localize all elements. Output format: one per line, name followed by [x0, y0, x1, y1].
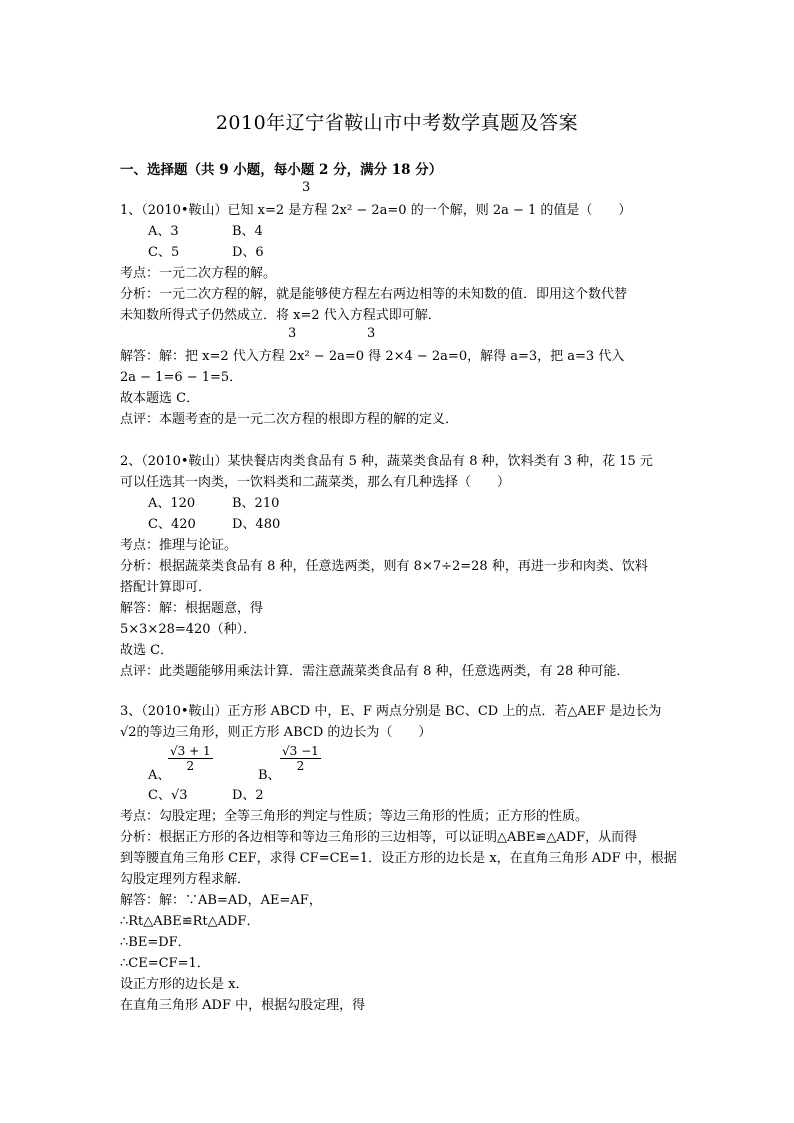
- q2-option-d: D、480: [232, 517, 281, 532]
- q3-option-b-label: B、: [258, 768, 281, 783]
- q1-option-a: A、3: [148, 224, 179, 239]
- section-heading: 一、选择题（共 9 小题，每小题 2 分，满分 18 分）: [120, 162, 443, 178]
- q3-jieda-line1: 解答：解：∵AB=AD，AE=AF，: [120, 893, 322, 908]
- q1-jieda-line2: 2a − 1=6 − 1=5．: [120, 370, 243, 385]
- q2-kaodian: 考点：推理与论证。: [120, 538, 238, 553]
- q3-option-b-fraction: [280, 744, 321, 773]
- q1-jieda-line1: 解答：解：把 x=2 代入方程 2x² − 2a=0 得 2×4 − 2a=0，解得 a=3，把 a=3 代入: [120, 349, 625, 364]
- q2-stem-line2: 可以任选其一肉类，一饮料类和二蔬菜类，那么有几种选择（ ）: [120, 475, 511, 490]
- q2-fenxi-line1: 分析：根据蔬菜类食品有 8 种，任意选两类，则有 8×7÷2=28 种，再进一步和肉类、饮料: [120, 559, 648, 574]
- q1-option-d: D、6: [232, 245, 264, 260]
- q3-jieda-line6: 在直角三角形 ADF 中，根据勾股定理，得: [120, 998, 366, 1013]
- q3-fenxi-line1: 分析：根据正方形的各边相等和等边三角形的三边相等，可以证明△ABE≌△ADF，从而得: [120, 830, 638, 845]
- q1-conclusion: 故本题选 C．: [120, 391, 200, 406]
- q1-option-c: C、5: [148, 245, 180, 260]
- q3-stem-line1: 3、（2010•鞍山）正方形 ABCD 中，E、F 两点分别是 BC、CD 上的点．若△AEF 是边长为: [120, 704, 662, 719]
- q3-option-d: D、2: [232, 788, 264, 803]
- q3-kaodian: 考点：勾股定理；全等三角形的判定与性质；等边三角形的性质；正方形的性质。: [120, 809, 589, 824]
- q3-option-c: C、√3: [148, 788, 188, 803]
- fraction-denominator: 2: [186, 759, 195, 773]
- q1-dianping: 点评：本题考查的是一元二次方程的根即方程的解的定义．: [120, 412, 459, 427]
- q2-option-b: B、210: [232, 496, 280, 511]
- q2-jieda-line1: 解答：解：根据题意，得: [120, 601, 264, 616]
- q3-jieda-line5: 设正方形的边长是 x．: [120, 977, 249, 992]
- fraction-numerator: 3: [367, 326, 376, 341]
- fraction-denominator: 2: [296, 759, 305, 773]
- q1-fenxi-line2: 未知数所得式子仍然成立．将 x=2 代入方程式即可解．: [120, 308, 441, 323]
- q2-jieda-line2: 5×3×28=420（种）．: [120, 622, 257, 637]
- q3-stem-line2: √2的等边三角形，则正方形 ABCD 的边长为（ ）: [120, 725, 432, 740]
- q3-jieda-line4: ∴CE=CF=1．: [120, 956, 210, 971]
- q3-jieda-line3: ∴BE=DF．: [120, 935, 191, 950]
- q2-option-c: C、420: [148, 517, 196, 532]
- q3-option-a-fraction: [168, 744, 213, 773]
- q2-option-a: A、120: [148, 496, 196, 511]
- fraction-numerator: √3 −1: [282, 744, 319, 758]
- q1-stem: 1、（2010•鞍山）已知 x=2 是方程 2x² − 2a=0 的一个解，则 2a − 1 的值是（ ）: [120, 203, 632, 218]
- page-title: 2010年辽宁省鞍山市中考数学真题及答案: [215, 112, 579, 134]
- q1-fenxi-line1: 分析：一元二次方程的解，就是能够使方程左右两边相等的未知数的值．即用这个数代替: [120, 287, 628, 302]
- q1-option-b: B、4: [232, 224, 263, 239]
- q2-conclusion: 故选 C．: [120, 643, 174, 658]
- q2-fenxi-line2: 搭配计算即可．: [120, 580, 212, 595]
- q3-fenxi-line3: 勾股定理列方程求解．: [120, 872, 251, 887]
- q3-option-a-label: A、: [148, 768, 171, 783]
- q1-kaodian: 考点：一元二次方程的解。: [120, 266, 277, 281]
- fraction-numerator: 3: [302, 180, 311, 195]
- q2-stem-line1: 2、（2010•鞍山）某快餐店肉类食品有 5 种，蔬菜类食品有 8 种，饮料类有 3 种，花 15 元: [120, 454, 653, 469]
- fraction-numerator: 3: [288, 326, 297, 341]
- q2-dianping: 点评：此类题能够用乘法计算．需注意蔬菜类食品有 8 种，任意选两类，有 28 种可能．: [120, 664, 630, 679]
- q3-fenxi-line2: 到等腰直角三角形 CEF，求得 CF=CE=1．设正方形的边长是 x，在直角三角形 ADF 中，根据: [120, 851, 677, 866]
- q3-jieda-line2: ∴Rt△ABE≌Rt△ADF．: [120, 914, 260, 929]
- fraction-numerator: √3 + 1: [170, 744, 211, 758]
